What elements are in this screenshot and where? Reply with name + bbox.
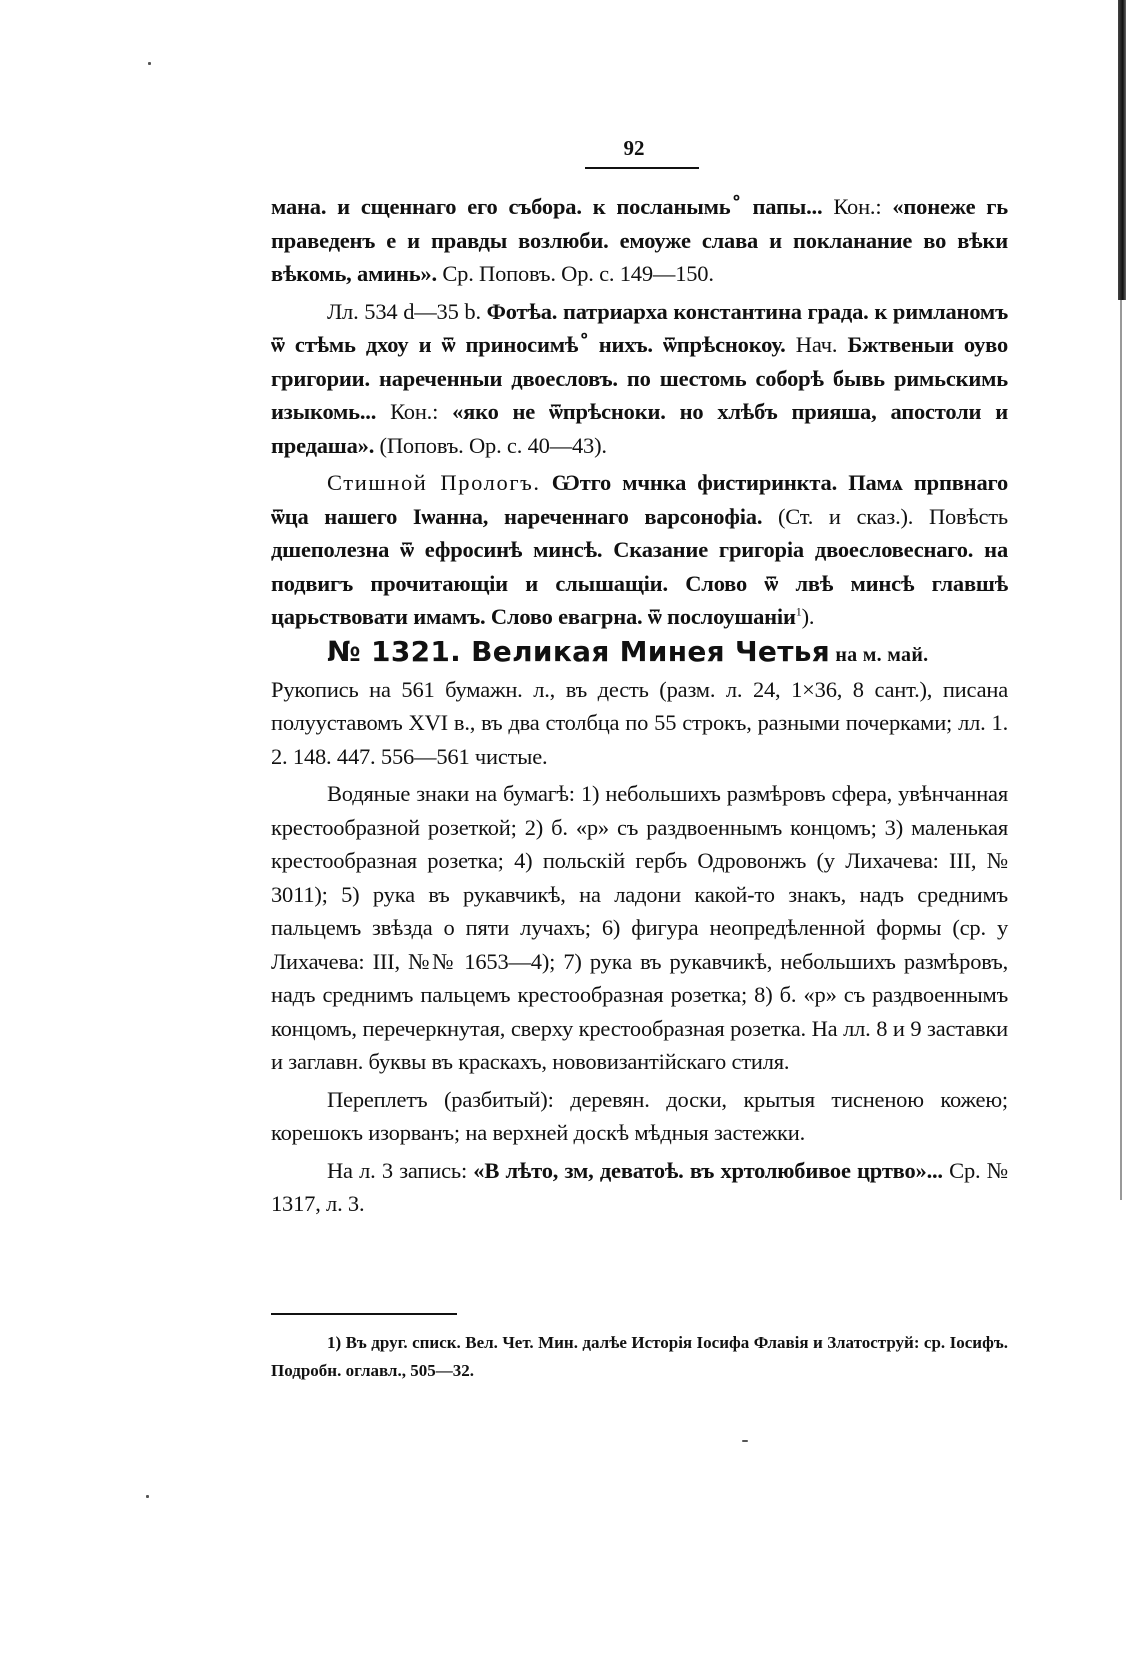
entry-heading	[271, 634, 1008, 673]
footnote: 1) Въ друг. списк. Вел. Чет. Мин. далѣе Исторiя Iосифа Флавiя и Златоструй: ср. Iосифъ. Подробн. оглавл., 505—32.	[271, 1333, 1008, 1380]
scan-speck	[146, 1495, 149, 1498]
footnote-marker: 1	[795, 604, 802, 619]
paragraph-continuation	[271, 190, 1008, 291]
scan-speck	[148, 62, 151, 65]
page-edge-line	[1120, 300, 1122, 1200]
entry-title: Великая Минея Четья	[461, 634, 831, 668]
church-slavonic-quote: «понеже гь праведенъ е и правды возлюби. емоуже слава и покланание во вѣки вѣкомь, аминь».	[271, 194, 1008, 286]
entry-month: на м. май.	[830, 643, 929, 666]
paragraph-prologue	[271, 466, 1008, 634]
closing-punctuation: ).	[801, 604, 815, 629]
reference: Ср. № 1317, л. 3.	[271, 1157, 1008, 1216]
scan-speck	[742, 1440, 748, 1442]
leaf-reference: Лл. 534 d—35 b.	[327, 298, 487, 324]
reference: Ср. Поповъ. Ор. с. 149—150.	[436, 261, 714, 286]
section-title: Стишной Прологъ.	[327, 470, 541, 495]
church-slavonic-inscription: «В лѣто, зм, деватоѣ. въ хртолюбивое цртво»...	[473, 1157, 943, 1183]
paragraph-binding: Переплетъ (разбитый): деревян. доски, крытыя тисненою кожею; корешокъ изорванъ; на верхней доскѣ мѣдныя застежки.	[271, 1086, 1008, 1145]
main-text	[271, 190, 1008, 1221]
page-number: 92	[623, 136, 645, 160]
kon-label: Кон.:	[376, 399, 453, 424]
reference: (Поповъ. Ор. с. 40—43).	[374, 432, 607, 458]
church-slavonic-incipit: Бжтвеныи оуво григории. нареченныи двоесловъ. по шестомь соборѣ бывь римьскимь изыкомь...	[271, 332, 1009, 424]
page-number-rule	[585, 167, 699, 169]
reference: (Ст. и сказ.).	[762, 503, 914, 529]
entry-number: № 1321.	[327, 634, 462, 668]
inscription-lead: На л. 3 запись:	[327, 1157, 474, 1183]
church-slavonic-text: мана. и сщеннаго его събора. к посланымь ⷪ папы...	[271, 194, 834, 219]
paragraph-inscription	[271, 1154, 1008, 1221]
nach-label: Нач.	[785, 332, 848, 357]
church-slavonic-text: Ѡтго мчнка фистиринкта. Памѧ прпвнаго ѿца нашего Iѡанна, нареченнаго варсонофiа.	[271, 470, 1009, 529]
povest-label: Повѣсть	[913, 503, 1008, 529]
kon-label: Кон.:	[833, 194, 882, 219]
church-slavonic-text: дшеполезна ѿ ефросинѣ минсѣ. Сказание григорiа двоесловеснаго. на подвигъ прочитающiи и слышащiи. Слово ѿ лвѣ минсѣ главшѣ царьствовати имамъ. Слово евагрна. ѿ послоушанiи	[271, 537, 1008, 629]
page-edge-shadow	[1118, 0, 1126, 300]
church-slavonic-explicit: «яко не ѿпрѣсноки. но хлѣбъ прияша, апостоли и предаша».	[271, 399, 1008, 458]
paragraph-photius	[271, 295, 1008, 463]
paragraph-watermarks: Водяные знаки на бумагѣ: 1) небольшихъ размѣровъ сфера, увѣнчанная крестообразной розеткой; 2) б. «р» съ раздвоеннымъ концомъ; 3) маленькая крестообразная розетка; 4) польскiй гербъ Одровонжъ (у Лихачева: III, № 3011); 5) рука въ рукавчикѣ, на ладони какой-то знакъ, надъ среднимъ пальцемъ звѣзда о пяти лучахъ; 6) фигура неопредѣленной формы (ср. у Лихачева: III, №№ 1653—4); 7) рука въ рукавчикѣ, небольшихъ размѣровъ, надъ среднимъ пальцемъ крестообразная розетка; 8) б. «р» съ раздвоеннымъ концомъ, перечеркнутая, сверху крестообразная розетка. На лл. 8 и 9 заставки и заглавн. буквы въ краскахъ, нововизантiйскаго стиля.	[271, 781, 1008, 1074]
paragraph-description: Рукопись на 561 бумажн. л., въ десть (разм. л. 24, 1×36, 8 сант.), писана полууставомъ XVI в., въ два столбца по 55 строкъ, разными почерками; лл. 1. 2. 148. 447. 556—561 чистые.	[271, 676, 1008, 769]
footnote-rule	[271, 1313, 457, 1315]
church-slavonic-title: Фотѣа. патриарха константина града. к римланомъ ѿ стѣмь дхоу и ѿ приносимѣ ⷪ нихъ. ѿпрѣснокоу.	[271, 298, 1008, 357]
